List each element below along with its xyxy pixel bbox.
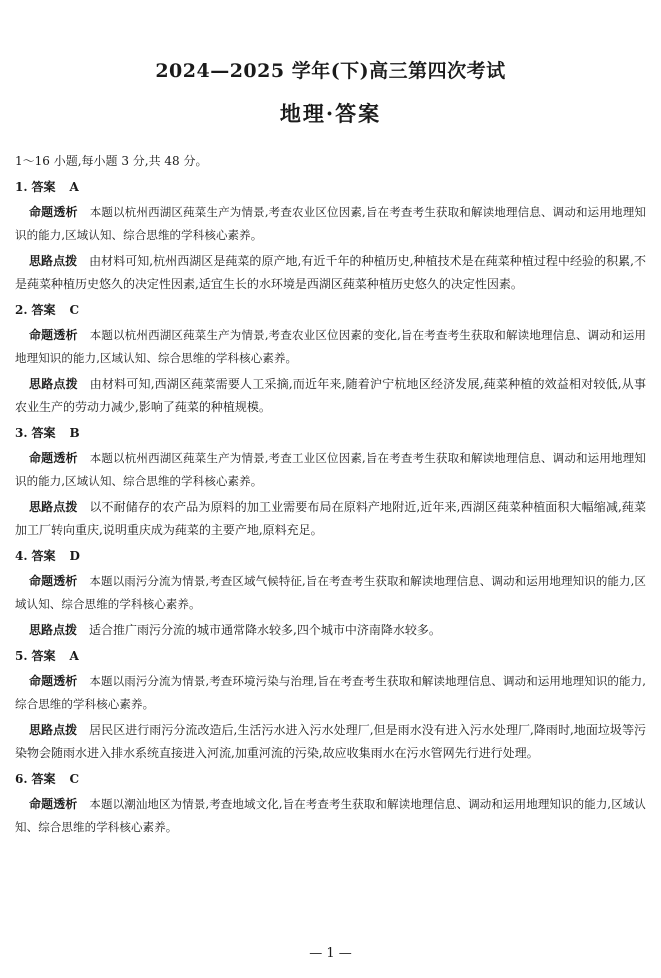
answer-value: C [69, 772, 80, 786]
analysis-label: 命题透析 [29, 574, 78, 588]
analysis-paragraph [15, 670, 646, 716]
hint-text: 由材料可知,杭州西湖区是莼菜的原产地,有近千年的种植历史,种植技术是在莼菜种植过程中经验的积累,不是莼菜种植历史悠久的决定性因素,适宜生长的水环境是西湖区莼菜种植历史悠久的决定性因素。 [15, 254, 646, 291]
hint-label: 思路点拨 [29, 623, 78, 637]
question-block [15, 768, 646, 839]
analysis-paragraph [15, 447, 646, 493]
hint-paragraph [15, 373, 646, 419]
question-header [15, 645, 646, 668]
analysis-paragraph [15, 570, 646, 616]
question-header [15, 422, 646, 445]
question-number: 1. [15, 180, 28, 194]
answer-value: C [69, 303, 80, 317]
hint-text: 居民区进行雨污分流改造后,生活污水进入污水处理厂,但是雨水没有进入污水处理厂,降雨时,地面垃圾等污染物会随雨水进入排水系统直接进入河流,加重河流的污染,故应收集雨水在污水管网先行进行处理。 [15, 723, 646, 760]
question-block [15, 299, 646, 419]
answer-label: 答案 [31, 303, 56, 317]
answer-value: A [69, 649, 79, 663]
answer-value: D [69, 549, 80, 563]
analysis-paragraph [15, 324, 646, 370]
analysis-text: 本题以雨污分流为情景,考查环境污染与治理,旨在考查考生获取和解读地理信息、调动和运用地理知识的能力,综合思维的学科核心素养。 [15, 674, 646, 711]
hint-text: 由材料可知,西湖区莼菜需要人工采摘,而近年来,随着沪宁杭地区经济发展,莼菜种植的效益相对较低,从事农业生产的劳动力减少,影响了莼菜的种植规模。 [15, 377, 646, 414]
hint-label: 思路点拨 [29, 500, 78, 514]
page-number: — 1 — [309, 946, 352, 961]
question-block [15, 422, 646, 542]
hint-text: 以不耐储存的农产品为原料的加工业需要布局在原料产地附近,近年来,西湖区莼菜种植面积大幅缩减,莼菜加工厂转向重庆,说明重庆成为莼菜的主要产地,原料充足。 [15, 500, 646, 537]
analysis-label: 命题透析 [29, 674, 78, 688]
question-header [15, 768, 646, 791]
analysis-text: 本题以杭州西湖区莼菜生产为情景,考查农业区位因素的变化,旨在考查考生获取和解读地理信息、调动和运用地理知识的能力,区域认知、综合思维的学科核心素养。 [15, 328, 646, 365]
question-number: 2. [15, 303, 28, 317]
hint-label: 思路点拨 [29, 254, 78, 268]
answer-label: 答案 [31, 549, 56, 563]
analysis-text: 本题以潮汕地区为情景,考查地域文化,旨在考查考生获取和解读地理信息、调动和运用地理知识的能力,区域认知、综合思维的学科核心素养。 [15, 797, 646, 834]
hint-paragraph [15, 719, 646, 765]
hint-text: 适合推广雨污分流的城市通常降水较多,四个城市中济南降水较多。 [89, 623, 441, 637]
analysis-paragraph [15, 793, 646, 839]
question-number: 5. [15, 649, 28, 663]
question-block [15, 645, 646, 765]
analysis-label: 命题透析 [29, 451, 78, 465]
question-header [15, 545, 646, 568]
hint-label: 思路点拨 [29, 377, 78, 391]
answer-label: 答案 [31, 426, 56, 440]
section-intro: 1～16 小题,每小题 3 分,共 48 分。 [15, 154, 208, 168]
answer-value: A [69, 180, 79, 194]
analysis-text: 本题以杭州西湖区莼菜生产为情景,考查工业区位因素,旨在考查考生获取和解读地理信息、调动和运用地理知识的能力,区域认知、综合思维的学科核心素养。 [15, 451, 646, 488]
question-number: 3. [15, 426, 28, 440]
hint-paragraph [15, 250, 646, 296]
question-number: 6. [15, 772, 28, 786]
answer-value: B [69, 426, 80, 440]
answer-label: 答案 [31, 180, 56, 194]
page-title: 2024—2025 学年(下)高三第四次考试 [155, 60, 506, 82]
analysis-text: 本题以雨污分流为情景,考查区域气候特征,旨在考查考生获取和解读地理信息、调动和运用地理知识的能力,区域认知、综合思维的学科核心素养。 [15, 574, 646, 611]
answer-content [15, 150, 646, 842]
page-subtitle: 地理·答案 [279, 101, 382, 126]
question-number: 4. [15, 549, 28, 563]
hint-paragraph [15, 496, 646, 542]
question-header [15, 299, 646, 322]
hint-label: 思路点拨 [29, 723, 78, 737]
analysis-label: 命题透析 [29, 205, 78, 219]
answer-label: 答案 [31, 772, 56, 786]
analysis-text: 本题以杭州西湖区莼菜生产为情景,考查农业区位因素,旨在考查考生获取和解读地理信息、调动和运用地理知识的能力,区域认知、综合思维的学科核心素养。 [15, 205, 646, 242]
question-block [15, 545, 646, 642]
question-block [15, 176, 646, 296]
question-header [15, 176, 646, 199]
answer-label: 答案 [31, 649, 56, 663]
analysis-paragraph [15, 201, 646, 247]
hint-paragraph [15, 619, 646, 642]
analysis-label: 命题透析 [29, 797, 78, 811]
analysis-label: 命题透析 [29, 328, 78, 342]
